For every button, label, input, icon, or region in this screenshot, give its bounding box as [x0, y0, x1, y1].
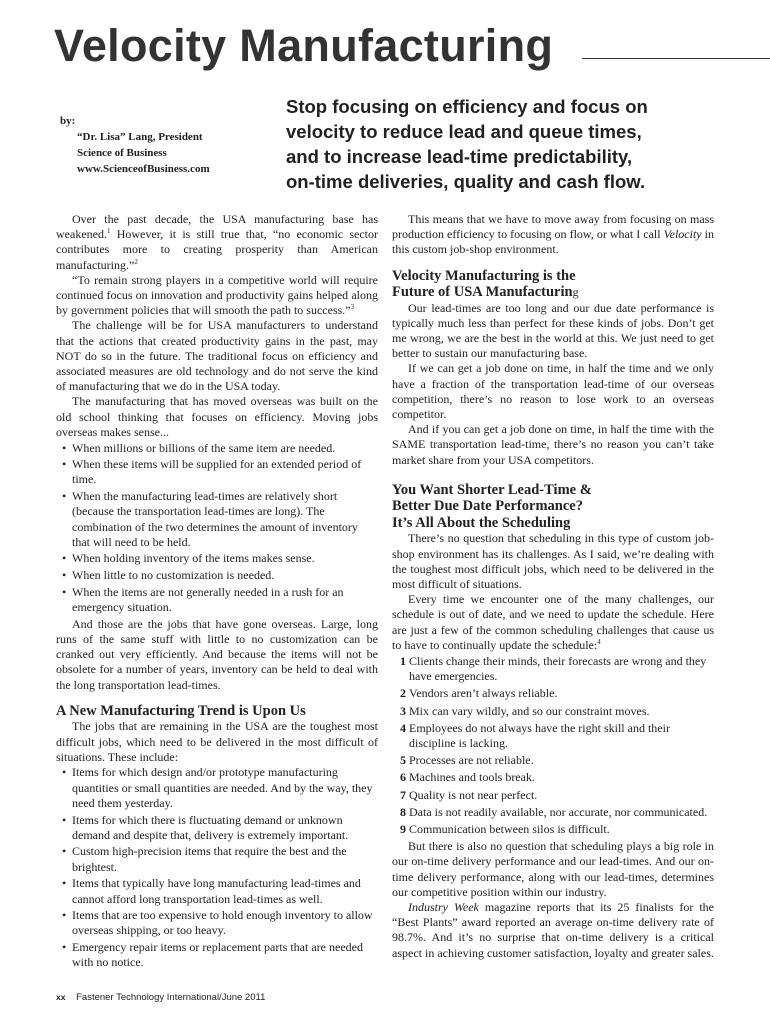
list-item: • Items for which design and/or prototype manufacturing quantities or small quantities are needed. And by the way, they need them yesterday.: [56, 765, 378, 811]
list-item: 1 Clients change their minds, their forecasts are wrong and they have emergencies.: [400, 653, 707, 684]
page-number: xx: [56, 992, 66, 1002]
footnote-ref: 1: [106, 227, 111, 236]
body-paragraph: If we can get a job done on time, in half the time and we only have a fraction of the transportation lead-time of our overseas competition, there’s no reason to lose work to an overseas competitor.: [392, 361, 714, 422]
list-item: 9 Communication between silos is difficult.: [400, 822, 610, 836]
title-rule: [582, 58, 770, 59]
publication-line: Fastener Technology International/June 2011: [76, 992, 266, 1003]
right-column: [392, 212, 714, 961]
list-item: • Emergency repair items or replacement parts that are needed with no notice.: [56, 940, 378, 970]
bullet-list: [56, 441, 378, 616]
list-item: • When these items will be supplied for an extended period of time.: [56, 457, 378, 487]
list-item: • Items that are too expensive to hold enough inventory to allow overseas shipping, or too heavy.: [56, 908, 378, 938]
body-paragraph: But there is also no question that scheduling plays a big role in our on-time delivery performance and our lead-times. And our on-time delivery performance, along with our lead-times, determines our competitive position within our industry.: [392, 839, 714, 899]
body-paragraph: Industry Week magazine reports that its 25 finalists for the “Best Plants” award reported an average on-time delivery rate of 98.7%. And it’s no surprise that on-time delivery is a critical aspect in achieving customer satisfaction, loyalty and greater sales.: [392, 900, 714, 960]
article-deck: [286, 94, 726, 194]
page-footer: [56, 992, 265, 1003]
list-item: • When millions or billions of the same item are needed.: [56, 441, 378, 456]
article-title: Velocity Manufacturing: [54, 20, 554, 71]
list-item: 6 Machines and tools break.: [400, 770, 535, 785]
body-paragraph: This means that we have to move away from focusing on mass production efficiency to focusing on flow, or what I call Velocity in this custom job-shop environment.: [392, 212, 714, 257]
list-item: 5 Processes are not reliable.: [400, 753, 534, 768]
left-column: [56, 212, 378, 972]
deck-line: Stop focusing on efficiency and focus on: [286, 96, 648, 117]
emphasis: Velocity: [663, 227, 702, 242]
body-paragraph: And if you can get a job done on time, in half the time with the SAME transportation lead-time, there’s no reason you can’t take market share from your USA competitors.: [392, 422, 714, 467]
byline: [60, 113, 210, 177]
list-item: • Items that typically have long manufacturing lead-times and cannot afford long transportation lead-times as well.: [56, 876, 378, 906]
byline-author: “Dr. Lisa” Lang, President: [77, 131, 203, 143]
list-item: • When little to no customization is needed.: [56, 568, 378, 583]
list-item: 2 Vendors aren’t always reliable.: [400, 686, 558, 701]
list-item: 3 Mix can vary wildly, and so our constraint moves.: [400, 703, 650, 718]
list-item: • Items for which there is fluctuating demand or unknown demand and despite that, delivery is extremely important.: [56, 813, 378, 843]
body-paragraph: Our lead-times are too long and our due date performance is typically much less than perfect for these kinds of jobs. Don’t get me wrong, we are the best in the world at this. We just need to get better to sustain our manufacturing base.: [392, 300, 714, 361]
footnote-ref: 3: [350, 303, 355, 312]
emphasis: Industry Week: [408, 900, 479, 915]
list-item: • When the manufacturing lead-times are relatively short (because the transportation lead-times are long). The combination of the two determines the amount of inventory that will need to be held.: [56, 489, 378, 550]
numbered-list: [392, 654, 714, 837]
deck-line: on-time deliveries, quality and cash flow.: [286, 171, 646, 192]
section-heading: Velocity Manufacturing is the Future of USA Manufacturing: [392, 267, 579, 301]
deck-line: velocity to reduce lead and queue times,: [286, 121, 642, 142]
body-paragraph: The jobs that are remaining in the USA are the toughest most difficult jobs, which need to be delivered in the most difficult of situations. These include:: [56, 719, 378, 764]
byline-website: www.ScienceofBusiness.com: [77, 163, 210, 175]
list-item: • When holding inventory of the items makes sense.: [56, 551, 378, 566]
section-heading: A New Manufacturing Trend is Upon Us: [56, 702, 306, 719]
byline-company: Science of Business: [77, 147, 167, 159]
deck-line: and to increase lead-time predictability,: [286, 146, 633, 167]
body-paragraph: Every time we encounter one of the many challenges, our schedule is out of date, and we need to update the schedule. Here are just a few of the common scheduling challenges that cause us to have to continually update the schedule:$^4$: [392, 592, 714, 652]
body-paragraph: There’s no question that scheduling in this type of custom job-shop environment has its challenges. As I said, we’re dealing with the toughest most difficult jobs, which need to be delivered in the most difficult of situations.: [392, 531, 714, 591]
list-item: 4 Employees do not always have the right skill and their discipline is lacking.: [400, 720, 670, 750]
body-paragraph: Over the past decade, the USA manufacturing base has weakened.$^1$ However, it is still true that, “no economic sector contributes more to creating prosperity than American manufacturing.”$^2$: [56, 212, 378, 272]
list-item: 8 Data is not readily available, nor accurate, nor communicated.: [400, 804, 708, 819]
footnote-ref: 2: [134, 257, 138, 266]
body-paragraph: The challenge will be for USA manufacturers to understand that the actions that created productivity gains in the past, may NOT do so in the future. The traditional focus on efficiency and associated measures are old technology and do not serve the kind of manufacturing that we do in the USA today.: [56, 318, 378, 394]
byline-label: by:: [60, 115, 76, 127]
body-paragraph: And those are the jobs that have gone overseas. Large, long runs of the same stuff with little to no customization can be cranked out very efficiently. And because the items will not be obsolete for a number of years, inventory can be held to deal with the long transportation lead-times.: [56, 616, 378, 692]
section-heading: You Want Shorter Lead-Time & Better Due Date Performance? It’s All About the Scheduling: [392, 481, 592, 531]
footnote-ref: 4: [597, 637, 601, 646]
list-item: • When the items are not generally needed in a rush for an emergency situation.: [56, 585, 378, 615]
body-paragraph: The manufacturing that has moved overseas was built on the old school thinking that focuses on efficiency. Moving jobs overseas makes sense...: [56, 394, 378, 439]
list-item: • Custom high-precision items that require the best and the brightest.: [56, 844, 378, 874]
bullet-list: [56, 765, 378, 970]
body-paragraph: “To remain strong players in a competitive world will require continued focus on innovation and productivity gains helped along by government policies that will smooth the path to success.”$^3$: [56, 272, 378, 318]
list-item: 7 Quality is not near perfect.: [400, 787, 538, 802]
